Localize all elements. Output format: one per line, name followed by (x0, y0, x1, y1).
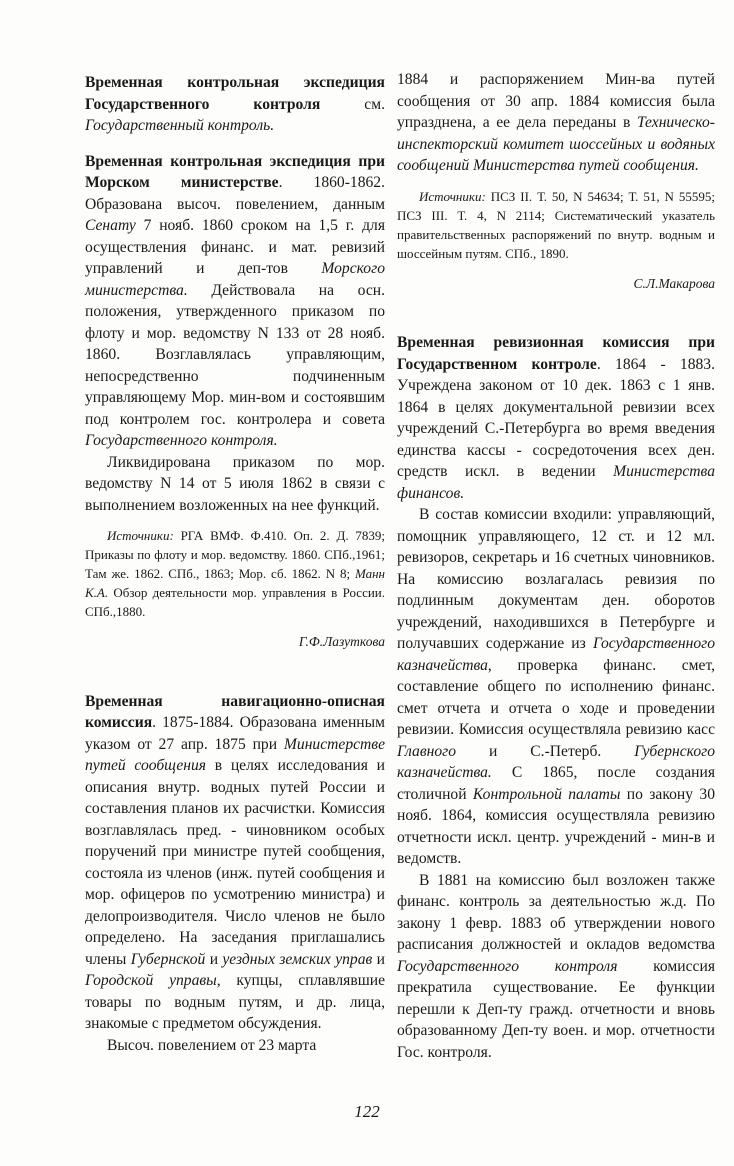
entry-expedition-naval-ministry: Временная контрольная экспедиция при Морском министерстве. 1860-1862. Образована высоч. повелением, данным Сенату 7 нояб. 1860 сроком на 1,5 г. для осуществления финанс. и мат. ревизий управлений и деп-тов Морского министерства. Действовала на осн. положения, утвержденного приказом по флоту и мор. ведомству N 133 от 28 нояб. 1860. Возглавлялась управляющим, непосредственно подчиненным управляющему Мор. мин-вом и состоявшим под контролем гос. контролера и совета Государственного контроля. (85, 152, 385, 449)
entry-paragraph: Высоч. повелением от 23 марта (107, 1036, 317, 1054)
entry-title: Временная навигационно-описная комиссия (85, 692, 385, 731)
entry-title: Временная контрольная экспедиция при Морском министерстве (85, 152, 385, 191)
sources-label: Источники: (107, 528, 174, 543)
cross-reference: Государственный контроль. (85, 117, 275, 134)
sources-paragraph: Источники: ПСЗ II. Т. 50, N 54634; Т. 51, N 55595; ПСЗ III. Т. 4, N 2114; Систематический указатель правительственных распоряжений по внутр. водным и шоссейным путям. СПб., 1890. (397, 188, 715, 261)
left-column (85, 72, 385, 1056)
entry-title: Временная контрольная экспедиция Государственного контроля (85, 74, 385, 113)
sources-label: Источники: (419, 188, 486, 204)
entry-paragraph: Ликвидирована приказом по мор. ведомству N 14 от 5 июля 1862 в связи с выполнением возложенных на нее функций. (85, 453, 385, 514)
entry-continuation: 1884 и распоряжением Мин-ва путей сообщения от 30 апр. 1884 комиссия была упразднена, а ее дела переданы в Техническо-инспекторский комитет шоссейных и водяных сообщений Министерства путей сообщения. (397, 71, 715, 174)
author-signature: Г.Ф.Лазуткова (298, 634, 385, 649)
page-number: 122 (354, 1102, 380, 1121)
entry-title: Временная ревизионная комиссия при Государственном контроле (397, 334, 715, 373)
entry-paragraph: В состав комиссии входили: управляющий, помощник управляющего, 12 ст. и 12 мл. ревизоров, секретарь и 16 счетных чиновников. На комиссию возлагалась ревизия по подлинным документам ден. оборотов учреждений, находившихся в Петербурге и получавших содержание из Государственного казначейства, проверка финанс. смет, составление общего по исполнению финанс. смет отчета и отчета о ходе и проведении ревизии. Комиссия осуществляла ревизию касс Главного и С.-Петерб. Губернского казначейства. С 1865, после создания столичной Контрольной палаты по закону 30 нояб. 1864, комиссия осуществляла ревизию отчетности искл. центр. учреждений - мин-в и ведомств. (397, 506, 715, 867)
author-signature: С.Л.Макарова (633, 275, 715, 291)
right-column (397, 69, 715, 1063)
sources-paragraph: Источники: РГА ВМФ. Ф.410. Оп. 2. Д. 7839; Приказы по флоту и мор. ведомству. 1860. СПб.,1961; Там же. 1862. СПб., 1863; Мор. сб. 1862. N 8; Манн К.А. Обзор деятельности мор. управления в России. СПб.,1880. (85, 528, 385, 619)
entry-navigation-commission: Временная навигационно-описная комиссия. 1875-1884. Образована именным указом от 27 апр. 1875 при Министерстве путей сообщения в целях исследования и описания внутр. водных путей России и составления планов их расчистки. Комиссия возглавлялась пред. - чиновником особых поручений при министре путей сообщения, состояла из членов (инж. путей сообщения и мор. офицеров по усмотрению министра) и делопроизводителя. Число членов не было определено. На заседания приглашались члены Губернской и уездных земских управ и Городской управы, купцы, сплавлявшие товары по водным путям, и др. лица, знакомые с предметом обсуждения. (85, 692, 385, 1032)
entry-revision-commission: Временная ревизионная комиссия при Государственном контроле. 1864 - 1883. Учреждена законом от 10 дек. 1863 с 1 янв. 1864 в целях документальной ревизии всех учреждений С.-Петербурга во время введения единства кассы - сосредоточения всех ден. средств искл. в ведении Министерства финансов. (397, 334, 715, 502)
entry-paragraph: В 1881 на комиссию был возложен также финанс. контроль за деятельностью ж.д. По закону 1 февр. 1883 об утверждении нового расписания должностей и окладов ведомства Государственного контроля комиссия прекратила существование. Ее функции перешли к Деп-ту гражд. отчетности и вновь образованному Деп-ту воен. и мор. отчетности Гос. контроля. (397, 871, 715, 1061)
entry-expedition-state-control: Временная контрольная экспедиция Государственного контроля см. Государственный контроль. (85, 74, 385, 134)
